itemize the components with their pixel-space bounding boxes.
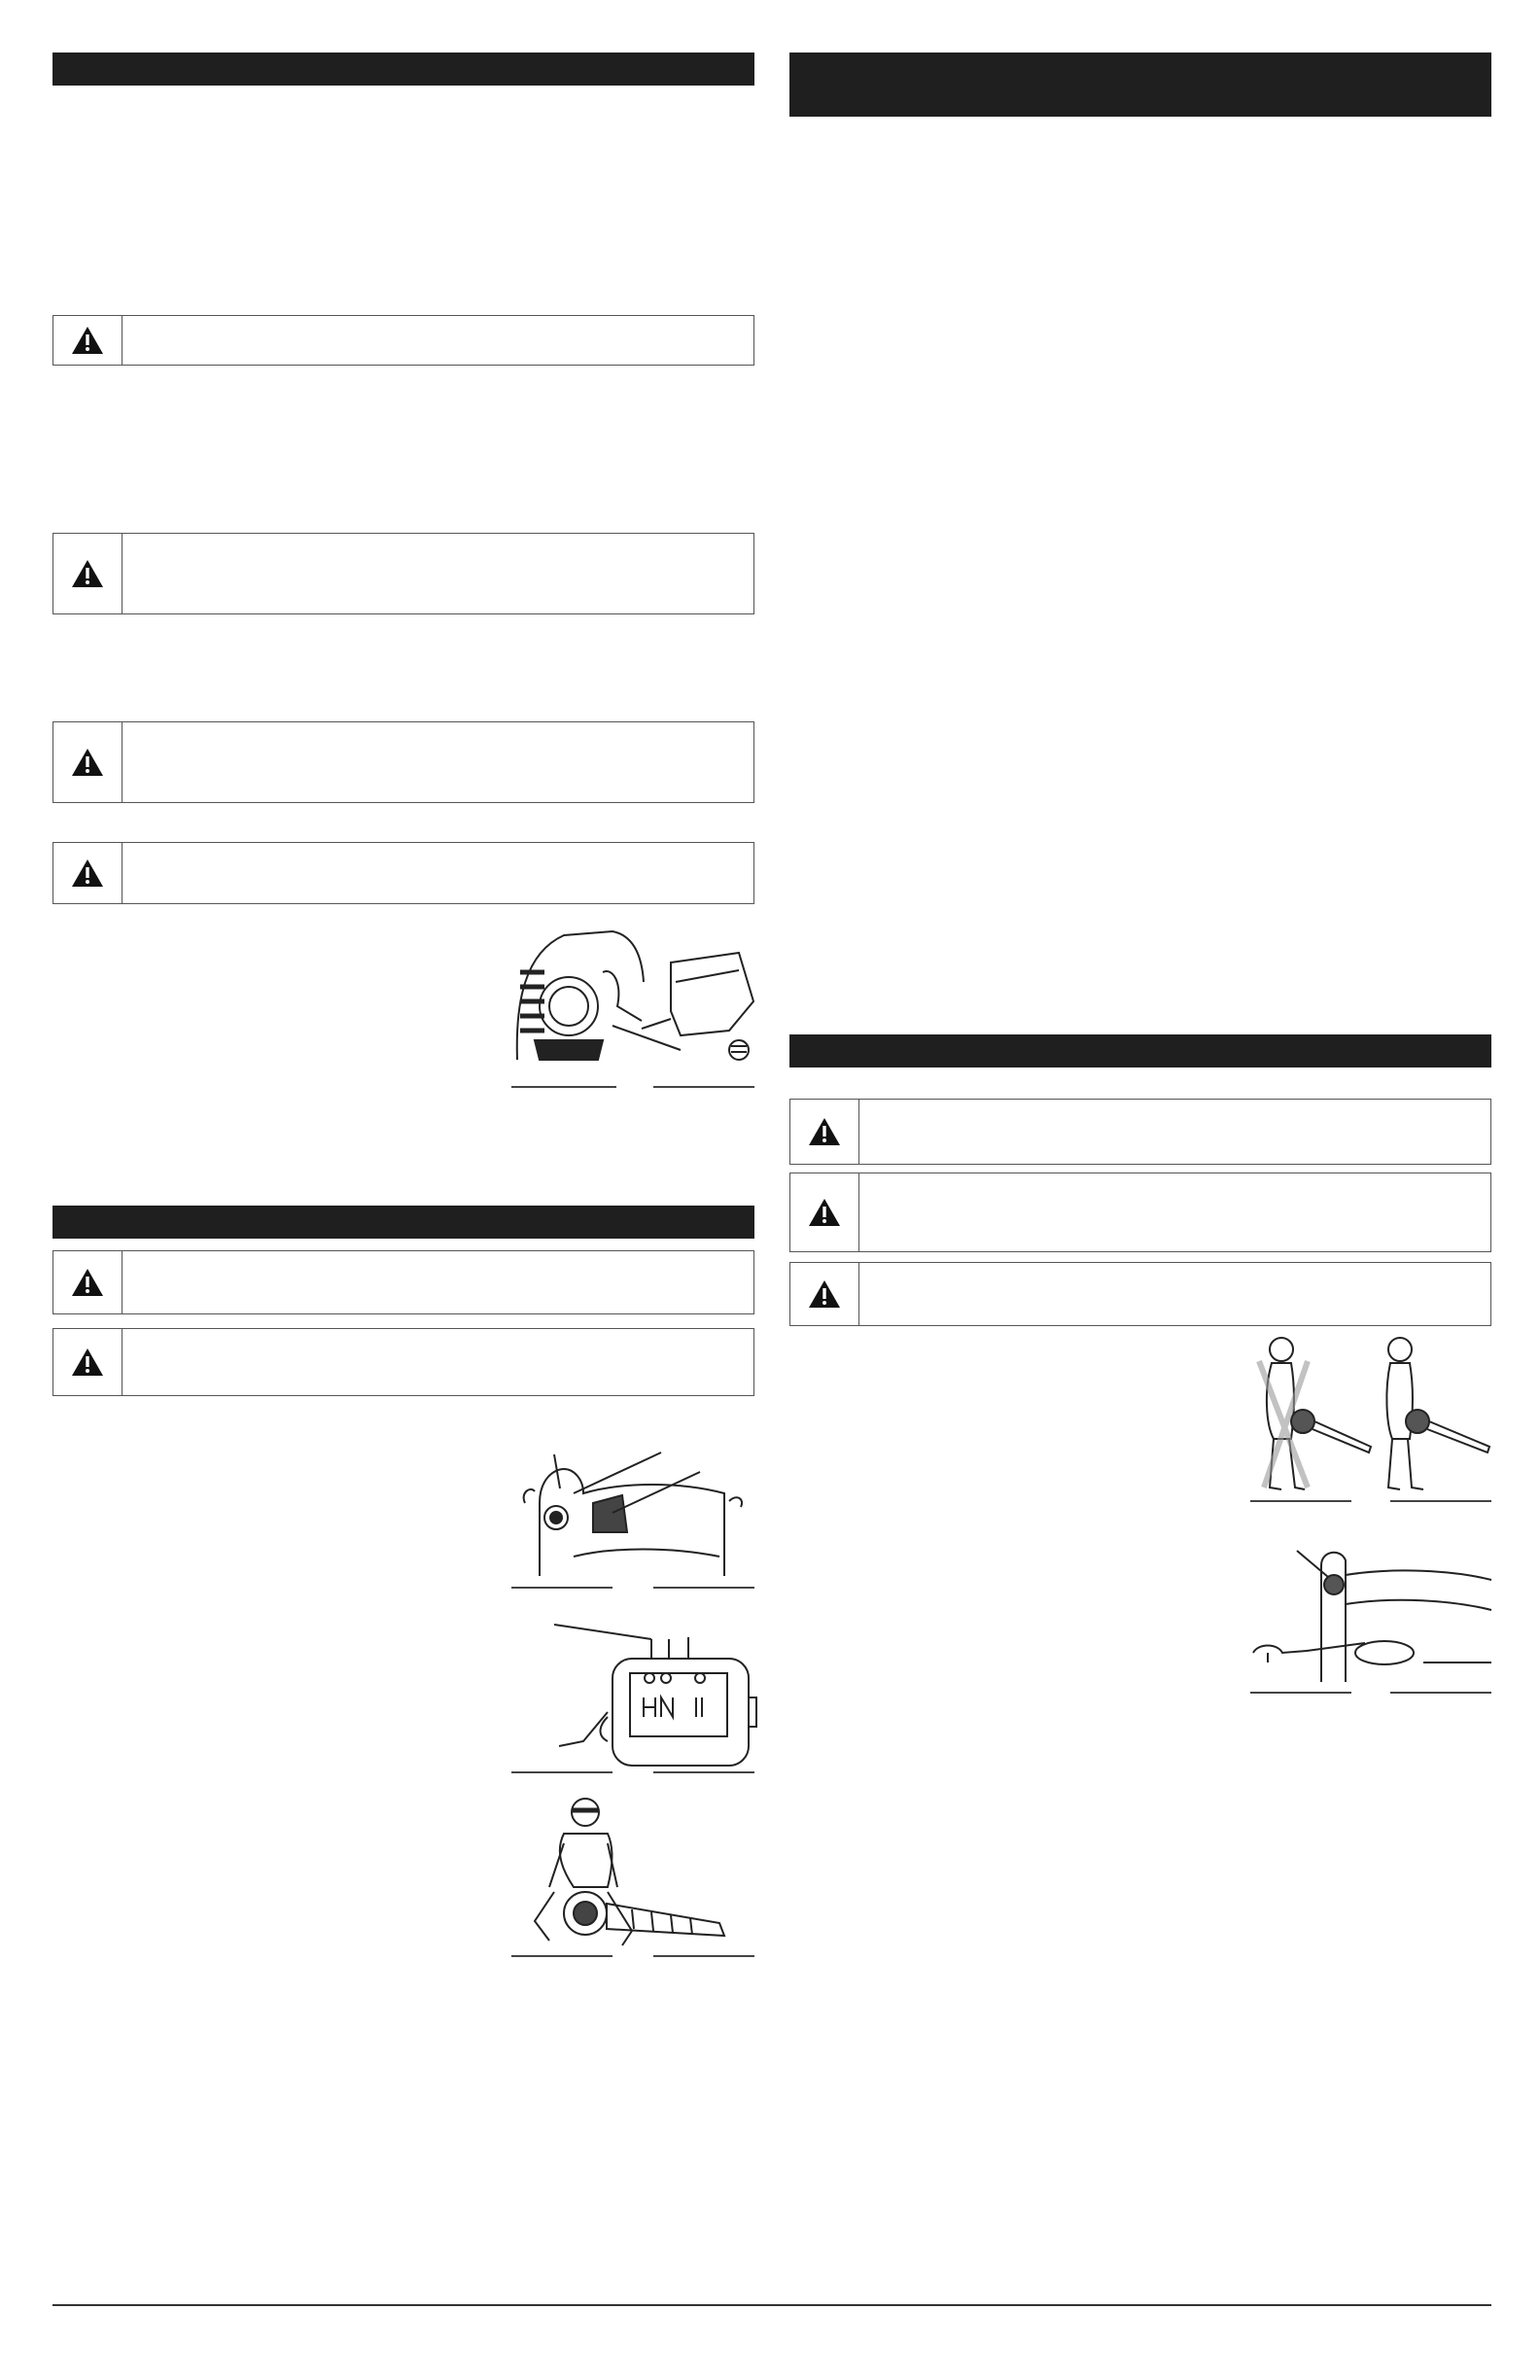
warning-icon-cell xyxy=(790,1263,859,1325)
warning-icon-cell xyxy=(53,843,122,903)
figure-caption-rule xyxy=(1250,1692,1351,1694)
figure-caption-rule xyxy=(511,1955,612,1957)
figure-caption-rule xyxy=(653,1955,754,1957)
warning-icon-cell xyxy=(790,1100,859,1164)
warning-triangle-icon xyxy=(807,1278,842,1310)
figure-caption-rule xyxy=(511,1771,612,1773)
right-section-header-bar-2 xyxy=(789,1034,1491,1068)
warning-triangle-icon xyxy=(70,558,105,589)
warning-triangle-icon xyxy=(70,325,105,356)
left-section-header-bar-1 xyxy=(52,52,754,86)
warning-box-3 xyxy=(52,721,754,803)
figure-caption-rule xyxy=(653,1587,754,1589)
figure-caption-rule xyxy=(1390,1500,1491,1502)
figure-caption-rule xyxy=(1390,1692,1491,1694)
right-section-header-bar-1 xyxy=(789,52,1491,117)
fuel-tank-fill-illustration xyxy=(506,914,758,1079)
warning-icon-cell xyxy=(53,722,122,802)
figure-caption-rule xyxy=(1250,1500,1351,1502)
operator-starting-illustration xyxy=(525,1795,758,1950)
warning-triangle-icon xyxy=(70,747,105,778)
warning-triangle-icon xyxy=(70,1267,105,1298)
operator-posture-comparison-illustration xyxy=(1244,1332,1493,1497)
warning-icon-cell xyxy=(53,1251,122,1313)
warning-box-2 xyxy=(52,533,754,614)
warning-box-1 xyxy=(52,315,754,366)
warning-box-9 xyxy=(789,1262,1491,1326)
figure-caption-rule xyxy=(653,1771,754,1773)
stop-switch-illustration xyxy=(1248,1536,1493,1682)
warning-triangle-icon xyxy=(70,1347,105,1378)
warning-icon-cell xyxy=(53,316,122,365)
warning-triangle-icon xyxy=(807,1197,842,1228)
figure-caption-rule xyxy=(511,1587,612,1589)
warning-triangle-icon xyxy=(807,1116,842,1147)
warning-box-6 xyxy=(52,1328,754,1396)
warning-box-5 xyxy=(52,1250,754,1314)
figure-caption-rule xyxy=(653,1086,754,1088)
warning-box-7 xyxy=(789,1099,1491,1165)
warning-triangle-icon xyxy=(70,858,105,889)
figure-caption-rule xyxy=(511,1086,616,1088)
ignition-switch-illustration xyxy=(515,1435,758,1581)
air-filter-choke-illustration xyxy=(554,1620,758,1775)
page-footer-rule xyxy=(52,2304,1491,2306)
warning-box-8 xyxy=(789,1172,1491,1252)
warning-icon-cell xyxy=(790,1173,859,1251)
warning-icon-cell xyxy=(53,534,122,613)
warning-icon-cell xyxy=(53,1329,122,1395)
left-section-header-bar-2 xyxy=(52,1206,754,1239)
warning-box-4 xyxy=(52,842,754,904)
